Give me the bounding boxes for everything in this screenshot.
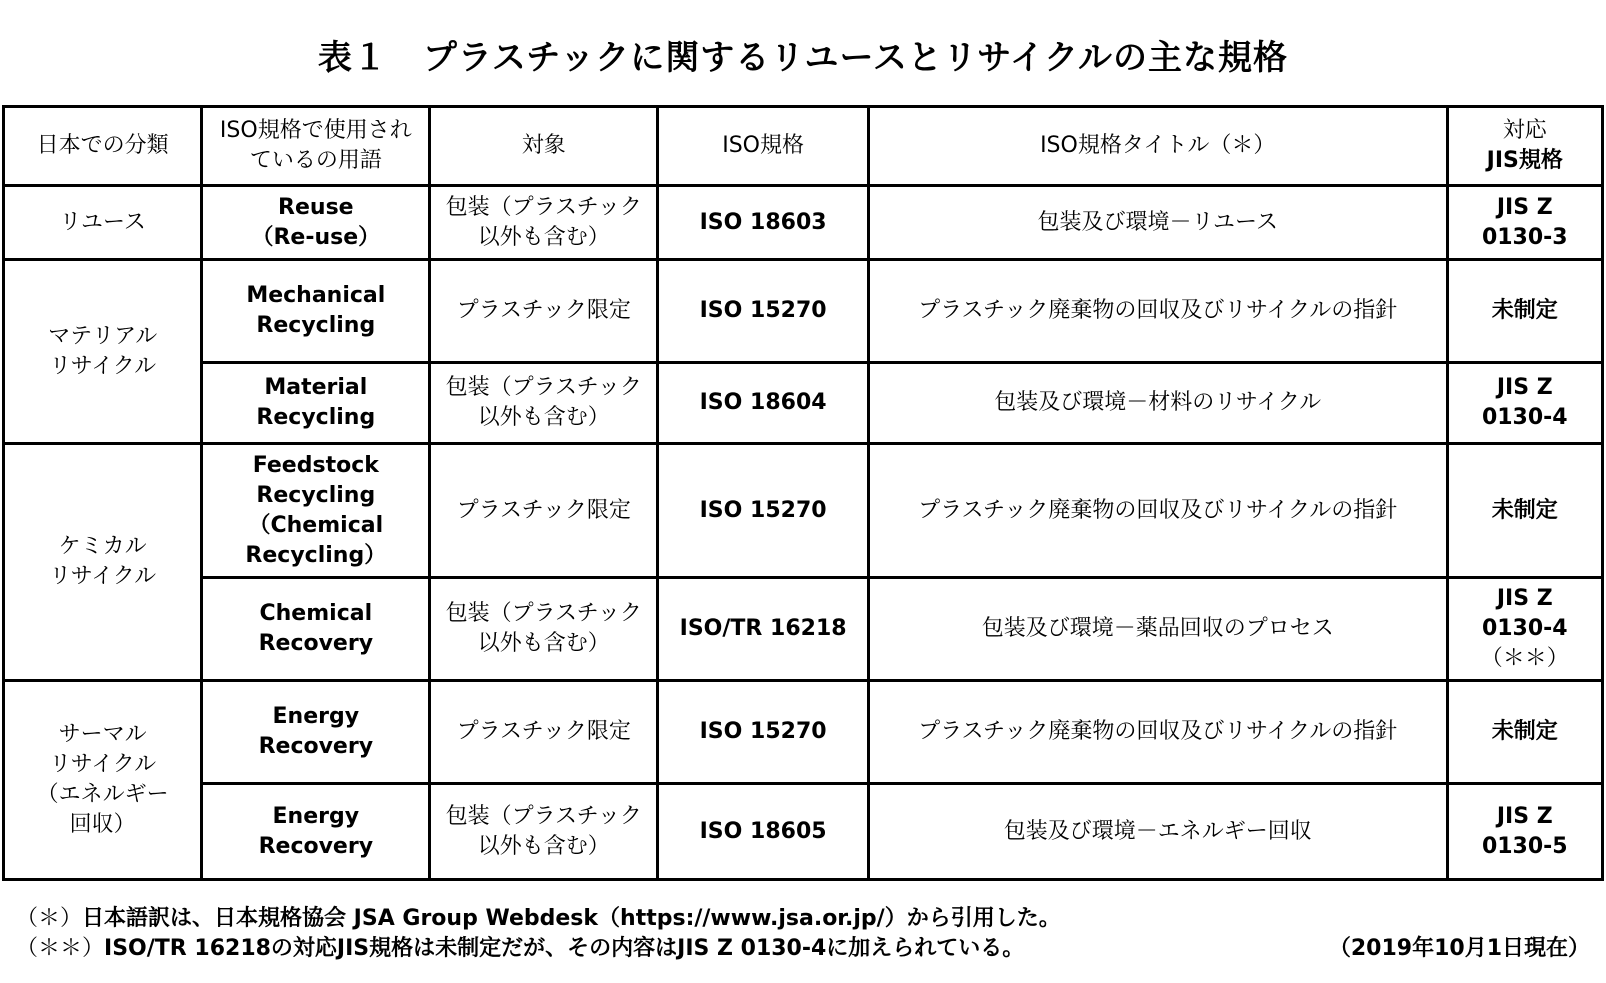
- term-line: Energy: [272, 704, 360, 729]
- header-iso-title: ISO規格タイトル（＊）: [868, 107, 1447, 186]
- footnote-text: 日本語訳は、日本規格協会 JSA Group Webdesk（https://www.jsa.or.jp/）から引用した。: [82, 906, 1061, 931]
- footnotes: [16, 904, 1590, 964]
- jis-cell: [1447, 260, 1602, 363]
- target-cell: [430, 681, 658, 784]
- target-cell: [430, 186, 658, 260]
- jis-line: 未制定: [1491, 298, 1558, 323]
- table-row: [4, 260, 1603, 363]
- term-line: Energy: [272, 803, 360, 829]
- table-row: [4, 681, 1603, 784]
- header-target: 対象: [430, 107, 658, 186]
- term-line: Reuse: [278, 194, 354, 220]
- jis-line: JIS Z: [1496, 803, 1553, 829]
- category-line: 回収）: [69, 812, 136, 837]
- footnote-text: ISO/TR 16218の対応JIS規格は未制定だが、その内容はJIS Z 0130-4に加えられている。: [104, 936, 1025, 961]
- jis-line: JIS Z: [1496, 375, 1553, 400]
- iso-number-cell: ISO 15270: [658, 260, 869, 363]
- as-of-date: （2019年10月1日現在）: [1328, 936, 1590, 961]
- iso-number-cell: ISO/TR 16218: [658, 578, 869, 681]
- jis-cell: [1447, 784, 1602, 880]
- jis-line: 0130-4: [1481, 616, 1568, 641]
- category-cell: [4, 444, 202, 681]
- term-cell: [202, 186, 430, 260]
- iso-title-cell: プラスチック廃棄物の回収及びリサイクルの指針: [868, 444, 1447, 578]
- term-line: Recycling: [256, 405, 376, 430]
- term-line: Recycling）: [245, 542, 387, 568]
- term-line: Feedstock: [252, 452, 379, 478]
- footnote-1: [16, 904, 1590, 934]
- target-line: 以外も含む）: [477, 224, 610, 250]
- table-row: [4, 578, 1603, 681]
- header-term-line: ているの用語: [249, 148, 382, 173]
- jis-line: 未制定: [1491, 719, 1558, 744]
- category-line: サーマル: [58, 722, 147, 747]
- category-cell: [4, 681, 202, 880]
- term-cell: [202, 363, 430, 444]
- target-line: プラスチック限定: [456, 719, 631, 744]
- target-line: 包装（プラスチック: [445, 194, 642, 220]
- header-term-line: ISO規格で使用され: [219, 118, 412, 143]
- jis-line: 0130-4: [1481, 405, 1568, 430]
- header-jis-line: JIS規格: [1486, 148, 1563, 173]
- term-line: Recovery: [258, 631, 374, 656]
- iso-number-cell: ISO 18604: [658, 363, 869, 444]
- jis-cell: [1447, 363, 1602, 444]
- term-line: Recovery: [258, 734, 374, 759]
- iso-title-cell: プラスチック廃棄物の回収及びリサイクルの指針: [868, 260, 1447, 363]
- target-cell: [430, 784, 658, 880]
- header-category: 日本での分類: [4, 107, 202, 186]
- term-cell: [202, 784, 430, 880]
- iso-number-cell: ISO 18605: [658, 784, 869, 880]
- target-line: プラスチック限定: [456, 497, 631, 523]
- term-cell: [202, 444, 430, 578]
- target-cell: [430, 578, 658, 681]
- target-line: プラスチック限定: [456, 298, 631, 323]
- category-line: （エネルギー: [36, 782, 169, 807]
- iso-title-cell: 包装及び環境－材料のリサイクル: [868, 363, 1447, 444]
- term-line: （Re-use）: [251, 224, 381, 250]
- iso-title-cell: 包装及び環境－薬品回収のプロセス: [868, 578, 1447, 681]
- jis-line: 0130-3: [1481, 224, 1568, 250]
- iso-number-cell: ISO 15270: [658, 444, 869, 578]
- term-cell: [202, 578, 430, 681]
- standards-table: [2, 105, 1604, 881]
- header-term: [202, 107, 430, 186]
- table-row: [4, 444, 1603, 578]
- term-line: （Chemical: [248, 512, 384, 538]
- term-cell: [202, 260, 430, 363]
- term-cell: [202, 681, 430, 784]
- target-line: 包装（プラスチック: [445, 601, 642, 626]
- jis-line: JIS Z: [1496, 586, 1553, 611]
- jis-line: JIS Z: [1496, 194, 1553, 220]
- table-title: 表１ プラスチックに関するリユースとリサイクルの主な規格: [317, 38, 1289, 78]
- table-row: [4, 784, 1603, 880]
- footnote-2: [16, 934, 1590, 964]
- jis-note: （＊＊）: [1480, 646, 1569, 671]
- target-line: 包装（プラスチック: [445, 803, 642, 829]
- category-line: リサイクル: [49, 752, 157, 777]
- jis-cell: [1447, 186, 1602, 260]
- jis-line: 0130-5: [1481, 833, 1568, 859]
- target-cell: [430, 444, 658, 578]
- category-cell: [4, 186, 202, 260]
- category-line: リサイクル: [49, 564, 157, 589]
- jis-cell: [1447, 444, 1602, 578]
- category-cell: [4, 260, 202, 444]
- term-line: Material: [264, 375, 368, 400]
- term-line: Recycling: [256, 313, 376, 338]
- target-cell: [430, 260, 658, 363]
- term-line: Mechanical: [246, 283, 386, 308]
- footnote-mark: （＊）: [16, 906, 83, 931]
- jis-cell: [1447, 681, 1602, 784]
- term-line: Chemical: [259, 601, 373, 626]
- header-iso: ISO規格: [658, 107, 869, 186]
- target-line: 以外も含む）: [477, 833, 610, 859]
- header-jis-line: 対応: [1502, 118, 1547, 143]
- jis-line: 未制定: [1491, 497, 1558, 523]
- jis-cell: [1447, 578, 1602, 681]
- target-line: 包装（プラスチック: [445, 375, 642, 400]
- table-row: [4, 186, 1603, 260]
- target-line: 以外も含む）: [477, 405, 610, 430]
- term-line: Recycling: [256, 482, 376, 508]
- iso-number-cell: ISO 18603: [658, 186, 869, 260]
- term-line: Recovery: [258, 833, 374, 859]
- iso-title-cell: 包装及び環境－リユース: [868, 186, 1447, 260]
- target-cell: [430, 363, 658, 444]
- iso-title-cell: 包装及び環境－エネルギー回収: [868, 784, 1447, 880]
- header-row: [4, 107, 1603, 186]
- category-line: マテリアル: [48, 323, 158, 349]
- target-line: 以外も含む）: [477, 631, 610, 656]
- category-line: リサイクル: [49, 353, 157, 379]
- footnote-mark: （＊＊）: [16, 936, 105, 961]
- category-line: ケミカル: [58, 534, 147, 559]
- table-row: [4, 363, 1603, 444]
- iso-number-cell: ISO 15270: [658, 681, 869, 784]
- header-jis: [1447, 107, 1602, 186]
- category-line: リユース: [59, 209, 146, 235]
- iso-title-cell: プラスチック廃棄物の回収及びリサイクルの指針: [868, 681, 1447, 784]
